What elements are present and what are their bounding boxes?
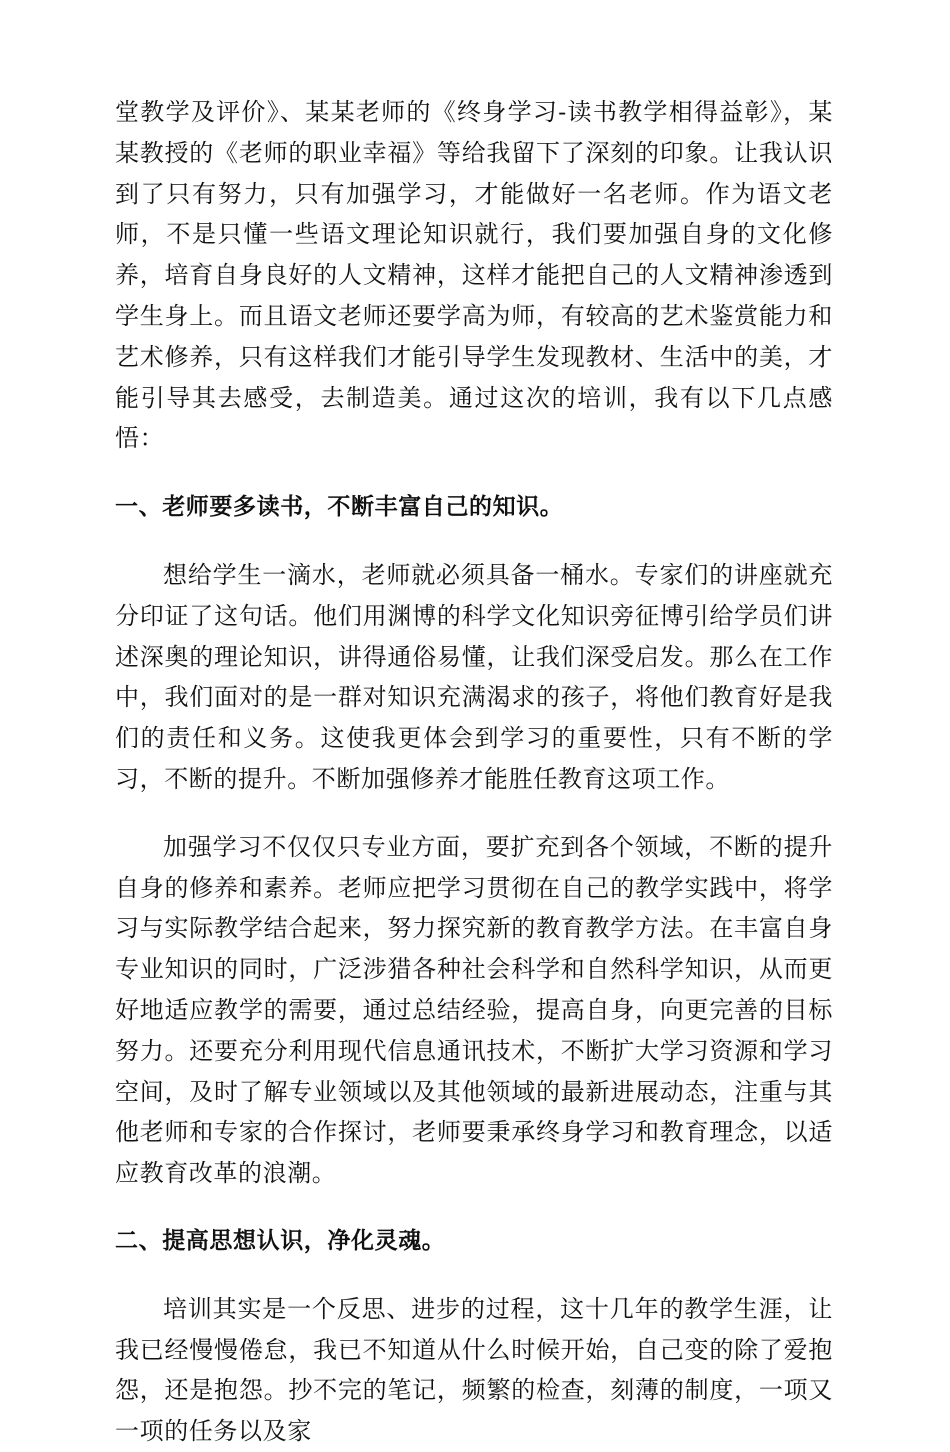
paragraph-thinking-1: 培训其实是一个反思、进步的过程，这十几年的教学生涯，让我已经慢慢倦怠，我已不知道从什么时候开始，自己变的除了爱抱怨，还是抱怨。抄不完的笔记，频繁的检查，刻薄的制度，一项又一项的任务以及家	[115, 1294, 833, 1446]
paragraph-intro-continuation: 堂教学及评价》、某某老师的《终身学习-读书教学相得益彰》，某某教授的《老师的职业幸福》等给我留下了深刻的印象。让我认识到了只有努力，只有加强学习，才能做好一名老师。作为语文老师，不是只懂一些语文理论知识就行，我们要加强自身的文化修养，培育自身良好的人文精神，这样才能把自己的人文精神渗透到学生身上。而且语文老师还要学高为师，有较高的艺术鉴赏能力和艺术修养，只有这样我们才能引导学生发现教材、生活中的美，才能引导其去感受，去制造美。通过这次的培训，我有以下几点感悟：	[115, 98, 833, 453]
paragraph-spacer	[115, 800, 833, 827]
paragraph-reading-1: 想给学生一滴水，老师就必须具备一桶水。专家们的讲座就充分印证了这句话。他们用渊博的科学文化知识旁征博引给学员们讲述深奥的理论知识，讲得通俗易懂，让我们深受启发。那么在工作中，我们面对的是一群对知识充满渴求的孩子，将他们教育好是我们的责任和义务。这使我更体会到学习的重要性，只有不断的学习，不断的提升。不断加强修养才能胜任教育这项工作。	[115, 560, 833, 793]
document-body	[115, 92, 833, 1452]
paragraph-reading-2: 加强学习不仅仅只专业方面，要扩充到各个领域，不断的提升自身的修养和素养。老师应把学习贯彻在自己的教学实践中，将学习与实际教学结合起来，努力探究新的教育教学方法。在丰富自身专业知识的同时，广泛涉猎各种社会科学和自然科学知识，从而更好地适应教学的需要，通过总结经验，提高自身，向更完善的目标努力。还要充分利用现代信息通讯技术，不断扩大学习资源和学习空间，及时了解专业领域以及其他领域的最新进展动态，注重与其他老师和专家的合作探讨，老师要秉承终身学习和教育理念，以适应教育改革的浪潮。	[115, 832, 833, 1188]
section-heading-reading: 一、老师要多读书，不断丰富自己的知识。	[115, 494, 564, 521]
section-heading-thinking: 二、提高思想认识，净化灵魂。	[115, 1227, 446, 1254]
paragraph-spacer	[115, 1194, 833, 1221]
paragraph-spacer	[115, 1262, 833, 1289]
paragraph-spacer	[115, 459, 833, 487]
paragraph-spacer	[115, 528, 833, 555]
